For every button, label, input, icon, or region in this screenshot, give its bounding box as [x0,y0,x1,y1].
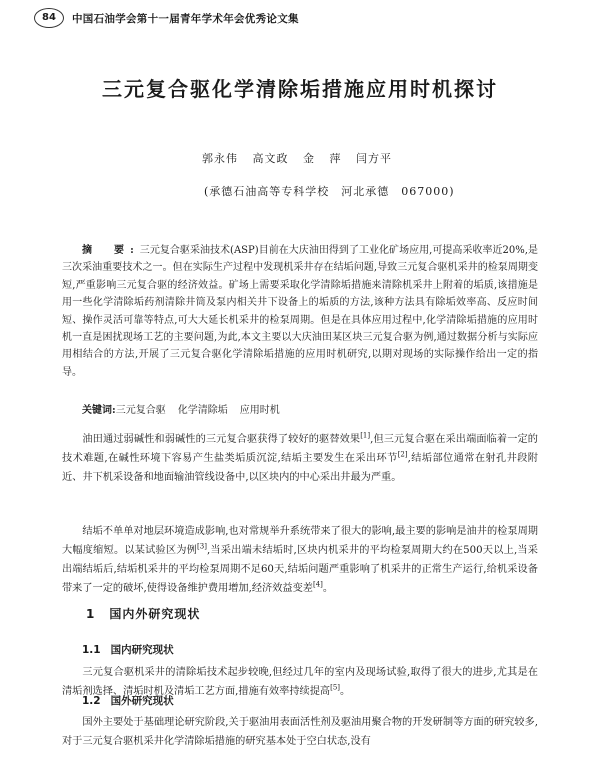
abstract-label: 摘 要: [82,245,140,256]
abstract [62,242,538,381]
paragraph-text: ,但三元复合驱在采出端面临着一定的技术难题,在碱性环境下容易产生盐类垢质沉淀,结垢主要发生在采出环节 [62,434,538,464]
keyword: 三元复合驱 [115,405,166,416]
running-title: 中国石油学会第十一届青年学术年会优秀论文集 [72,13,299,25]
keywords-label: 关键词: [82,405,116,416]
subsection-heading [82,693,174,708]
paragraph-text: ,当采出端未结垢时,区块内机采井的平均检泵周期大约在500天以上,当采出端结垢后,结垢机采井的平均检泵周期不足60天,结垢问题严重影响了机采井的正常生产运行,给机采设备带来了一定的破坏,使得设备维护费用增加,经济效益变差 [62,545,538,594]
paragraph-text: 三元复合驱机采井的清除垢技术起步较晚,但经过几年的室内及现场试验,取得了很大的进步,尤其是在清垢剂选择、清垢时机及清垢工艺方面,措施有效率持续提高 [62,667,538,697]
body-paragraph [62,713,538,751]
paragraph-text: 油田通过弱碱性和弱碱性的三元复合驱获得了较好的驱替效果 [82,434,361,445]
page-header [34,6,570,30]
citation[interactable]: [5] [330,683,341,692]
citation[interactable]: [2] [397,450,408,459]
author-name: 萍 [329,152,342,165]
author-name: 闫方平 [356,152,392,165]
keyword: 化学清除垢 [177,405,228,416]
body-paragraph [62,430,538,487]
author-name: 郭永伟 [202,152,238,165]
paper-title: 三元复合驱化学清除垢措施应用时机探讨 [102,77,498,101]
body-paragraph [62,522,538,598]
keyword: 应用时机 [239,405,280,416]
section-number: 1 [86,607,96,621]
author-name: 金 [303,152,315,165]
subsection-number: 1.2 [82,695,101,707]
subsection-number: 1.1 [82,644,101,656]
paragraph-text: ,结垢部位通常在射孔井段附近、井下机采设备和地面输油管线设备中,以区块内的中心采出井最为严重。 [62,453,538,483]
section-heading [86,605,200,622]
citation[interactable]: [1] [360,431,371,440]
abstract-text: 三元复合驱采油技术(ASP)目前在大庆油田得到了工业化矿场应用,可提高采收率近20%,是三次采油重要技术之一。但在实际生产过程中发现机采井存在结垢问题,导致三元复合驱机采井的检泵周期变短,严重影响三元复合驱的经济效益。矿场上需要采取化学清除垢措施来清除机采井上附着的垢质,该措施是用一些化学清除垢药剂清除井筒及泵内相关井下设备上的垢质的方法,该种方法具有除垢效率高、反应时间短、操作灵活可靠等特点,可大大延长机采井的检泵周期。但是在具体应用过程中,化学清除垢措施的应用时机一直是困扰现场工艺的主要问题,为此,本文主要以大庆油田某区块三元复合驱为例,通过数据分析与实际应用相结合的方法,开展了三元复合驱化学清除垢措施的应用时机研究,以期对现场的实际操作给出一定的指导。 [62,245,538,378]
paragraph-text: 结垢不单单对地层环境造成影响,也对常规举升系统带来了很大的影响,最主要的影响是油井的检泵周期大幅度缩短。以某试验区为例 [62,526,538,556]
affiliation: (承德石油高等专科学校 河北承德 067000) [204,185,455,198]
subsection-heading [82,642,174,657]
author-list [202,150,392,166]
section-title: 国内外研究现状 [109,607,201,621]
page-number: 84 [34,8,64,28]
author-name: 高文政 [252,152,289,165]
paragraph-text: 。 [322,583,334,594]
paragraph-text: 。 [340,686,351,697]
citation[interactable]: [4] [312,580,323,589]
paragraph-text: 国外主要处于基础理论研究阶段,关于驱油用表面活性剂及驱油用聚合物的开发研制等方面的研究较多,对于三元复合驱机采井化学清除垢措施的研究基本处于空白状态,没有 [62,717,538,747]
subsection-title: 国内研究现状 [110,644,174,656]
keywords [82,401,292,416]
subsection-title: 国外研究现状 [110,695,174,707]
citation[interactable]: [3] [197,542,207,551]
